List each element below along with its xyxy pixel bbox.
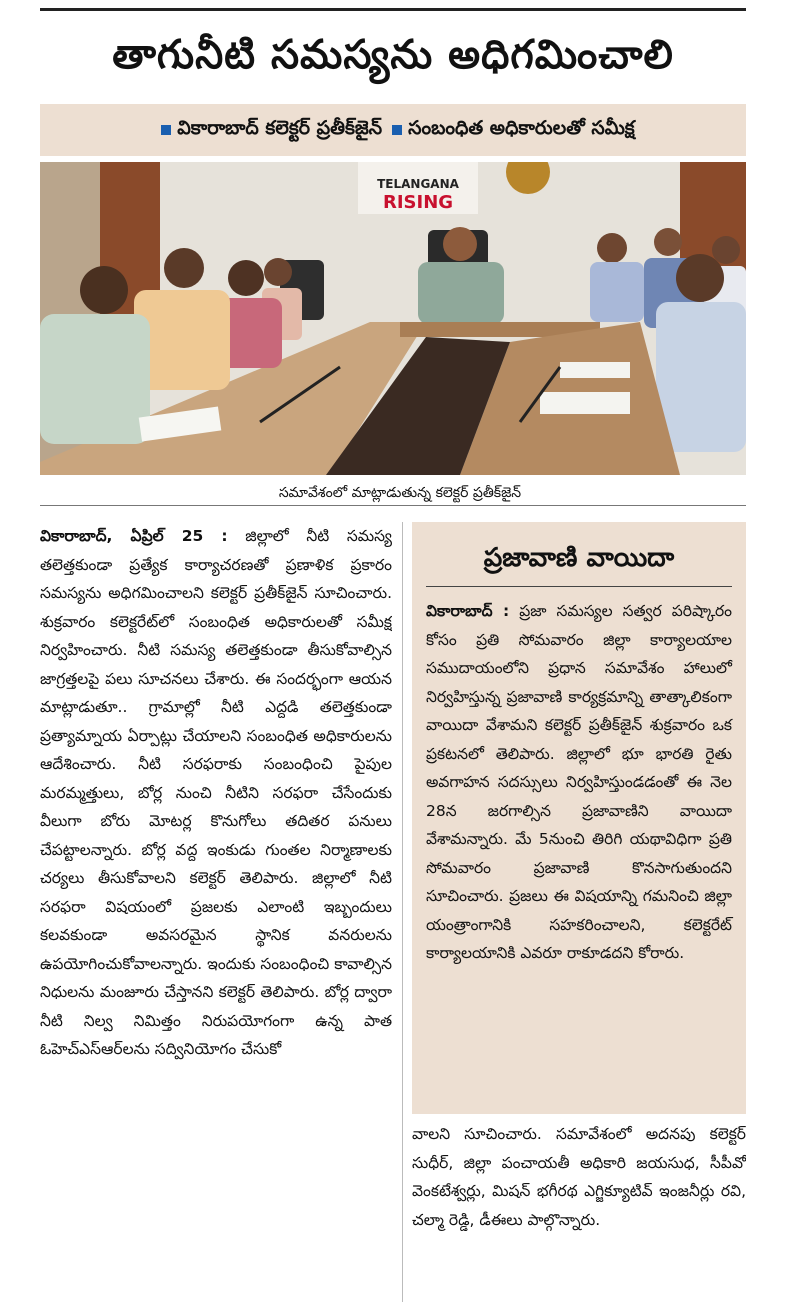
meeting-photo xyxy=(40,162,746,475)
headline: తాగునీటి సమస్యను అధిగమించాలి xyxy=(112,32,674,78)
deck-item-review: సంబంధిత అధికారులతో సమీక్ష xyxy=(408,116,635,139)
main-article-dateline: వికారాబాద్, ఏప్రిల్ 25 : xyxy=(40,527,228,545)
photo-caption: సమావేశంలో మాట్లాడుతున్న కలెక్టర్‌ ప్రతీక్‌జైన్‌ xyxy=(278,485,522,501)
bullet-square-icon xyxy=(392,125,402,135)
caption-rule xyxy=(40,505,746,506)
main-article-continuation: వాలని సూచించారు. సమావేశంలో అదనపు కలెక్టర్ సుధీర్, జిల్లా పంచాయతీ అధికారి జయసుధ, సీపీవో వెంకటేశ్వర్లు, మిషన్ భగీరథ ఎగ్జిక్యూటివ్ ఇంజనీర్లు రవి, చల్మా రెడ్డి, డీఈలు పాల్గొన్నారు. xyxy=(412,1125,746,1229)
deck-item-collector: వికారాబాద్‌ కలెక్టర్‌ ప్రతీక్‌జైన్‌ xyxy=(177,116,383,139)
subheadline-deck xyxy=(40,104,746,156)
bullet-square-icon xyxy=(161,125,171,135)
sign-rising: RISING xyxy=(382,192,454,213)
sidebar-title-rule xyxy=(426,586,732,587)
main-article-left-column xyxy=(40,522,392,1302)
sidebar-article-body-wrap xyxy=(426,597,732,968)
main-article-body: జిల్లాలో నీటి సమస్య తలెత్తకుండా ప్రత్యేక కార్యాచరణతో ప్రణాళిక ప్రకారం సమస్యను అధిగమించాలని కలెక్టర్ ప్రతీక్‌జైన్ సూచించారు. శుక్రవారం కలెక్టరేట్‌లో సంబంధిత అధికారులతో సమీక్ష నిర్వహించారు. నీటి సమస్య తలెత్తకుండా తీసుకోవాల్సిన జాగ్రత్తలపై పలు సూచనలు చేశారు. ఈ సందర్భంగా ఆయన మాట్లాడుతూ.. గ్రామాల్లో నీటి ఎద్దడి తలెత్తకుండా ప్రత్యామ్నాయ ఏర్పాట్లు చేయాలని సంబంధిత అధికారులను ఆదేశించారు. నీటి సరఫరాకు సంబంధించి పైపుల మరమ్మత్తులు, బోర్ల నుంచి నీటిని సరఫరా చేసేందుకు వీలుగా బోరు మోటర్ల కొనుగోలు తదితర పనులు చేపట్టాలన్నారు. బోర్ల వద్ద ఇంకుడు గుంతల నిర్మాణాలకు చర్యలు తీసుకోవాలని కలెక్టర్ తెలిపారు. జిల్లాలో నీటి సరఫరా విషయంలో ప్రజలకు ఎలాంటి ఇబ్బందులు కలవకుండా అవసరమైన స్థానిక వనరులను ఉపయోగించుకోవాలన్నారు. ఇందుకు సంబంధించి కావాల్సిన నిధులను మంజూరు చేస్తానని కలెక్టర్ తెలిపారు. బోర్ల ద్వారా నీటి నిల్వ నిమిత్తం నిరుపయోగంగా ఉన్న పాత ఓహెచ్ఎస్ఆర్‌లను సద్వినియోగం చేసుకో xyxy=(40,527,392,1058)
sign-telangana: TELANGANA xyxy=(377,177,459,191)
column-divider xyxy=(402,522,403,1302)
sidebar-article-body: ప్రజా సమస్యల సత్వర పరిష్కారం కోసం ప్రతి సోమవారం జిల్లా కార్యాలయాల సముదాయంలోని ప్రధాన సమావేశం హాలులో నిర్వహిస్తున్న ప్రజావాణి కార్యక్రమాన్ని తాత్కాలికంగా వాయిదా వేశామని కలెక్టర్ ప్రతీక్‌జైన్ శుక్రవారం ఒక ప్రకటనలో తెలిపారు. జిల్లాలో భూ భారతి రైతు అవగాహన సదస్సులు నిర్వహిస్తుండడంతో ఈ నెల 28న జరగాల్సిన ప్రజావాణిని వాయిదా వేశామన్నారు. మే 5నుంచి తిరిగి యథావిధిగా ప్రతి సోమవారం ప్రజావాణి కొనసాగుతుందని సూచించారు. ప్రజలు ఈ విషయాన్ని గమనించి జిల్లా యంత్రాంగానికి సహకరించాలని, కలెక్టరేట్ కార్యాలయానికి ఎవరూ రాకూడదని కోరారు. xyxy=(426,602,732,962)
sidebar-article-title: ప్రజావాణి వాయిదా xyxy=(483,543,675,573)
top-rule xyxy=(40,8,746,11)
sidebar-article-box xyxy=(412,522,746,1114)
sidebar-article-dateline: వికారాబాద్ : xyxy=(426,602,510,620)
